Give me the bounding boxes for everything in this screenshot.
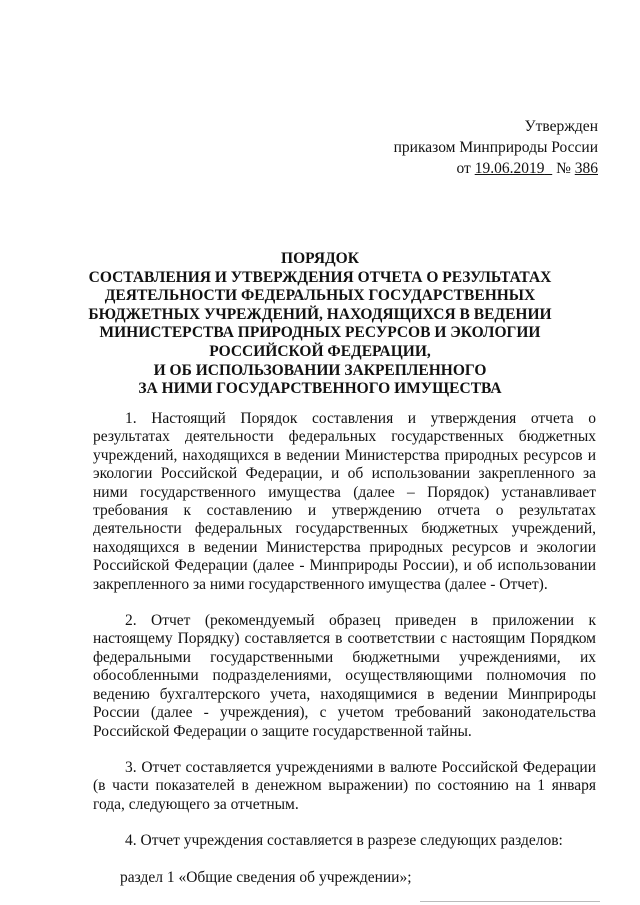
approval-stamp (394, 116, 598, 179)
title-line: И ОБ ИСПОЛЬЗОВАНИИ ЗАКРЕПЛЕННОГО (153, 361, 487, 379)
approval-number-prefix: № (556, 160, 571, 177)
title-line: МИНИСТЕРСТВА ПРИРОДНЫХ РЕСУРСОВ И ЭКОЛОГИИ (99, 324, 541, 342)
approval-date-prefix: от (456, 160, 471, 177)
paragraph-1: 1. Настоящий Порядок составления и утверждения отчета о результатах деятельности федеральных государственных бюджетных учреждений, находящихся в ведении Министерства природных ресурсов и экологии Российской Федерации, и об использовании закрепленного за ними государственного имущества (далее – Порядок) устанавливает требования к составлению и утверждению отчета о результатах деятельности федеральных государственных бюджетных учреждений, находящихся в ведении Министерства природных ресурсов и экологии Российской Федерации (далее - Минприроды России), и об использовании закрепленного за ними государственного имущества (далее - Отчет). (93, 410, 596, 593)
approval-date-line (394, 158, 598, 179)
section-line: раздел 1 «Общие сведения об учреждении»; (120, 868, 412, 886)
title-line: ДЕЯТЕЛЬНОСТИ ФЕДЕРАЛЬНЫХ ГОСУДАРСТВЕННЫХ (104, 287, 536, 305)
paragraph-4: 4. Отчет учреждения составляется в разрезе следующих разделов: (125, 832, 563, 850)
paragraph-2: 2. Отчет (рекомендуемый образец приведен в приложении к настоящему Порядку) составляется в соответствии с настоящим Порядком федеральными государственными бюджетными учреждениями, их обособленными подразделениями, осуществляющими полномочия по ведению бухгалтерского учета, находящимися в ведении Минприроды России (далее - учреждения), с учетом требований законодательства Российской Федерации о защите государственной тайны. (93, 612, 596, 740)
document-title (80, 250, 560, 399)
title-line: ЗА НИМИ ГОСУДАРСТВЕННОГО ИМУЩЕСТВА (138, 380, 502, 398)
title-line: СОСТАВЛЕНИЯ И УТВЕРЖДЕНИЯ ОТЧЕТА О РЕЗУЛЬТАТАХ (88, 268, 552, 286)
title-line: РОССИЙСКОЙ ФЕДЕРАЦИИ, (209, 342, 431, 360)
title-line: ПОРЯДОК (281, 250, 359, 267)
scan-artifact (420, 901, 600, 902)
title-line: БЮДЖЕТНЫХ УЧРЕЖДЕНИЙ, НАХОДЯЩИХСЯ В ВЕДЕНИИ (88, 305, 552, 323)
approval-order-line: приказом Минприроды России (393, 139, 598, 156)
approval-title: Утвержден (524, 118, 598, 135)
document-body (93, 410, 596, 905)
approval-date: 19.06.2019 (474, 160, 545, 177)
approval-number: 386 (574, 160, 598, 177)
paragraph-3: 3. Отчет составляется учреждениями в валюте Российской Федерации (в части показателей в денежном выражении) по состоянию на 1 января года, следующего за отчетным. (93, 758, 596, 813)
